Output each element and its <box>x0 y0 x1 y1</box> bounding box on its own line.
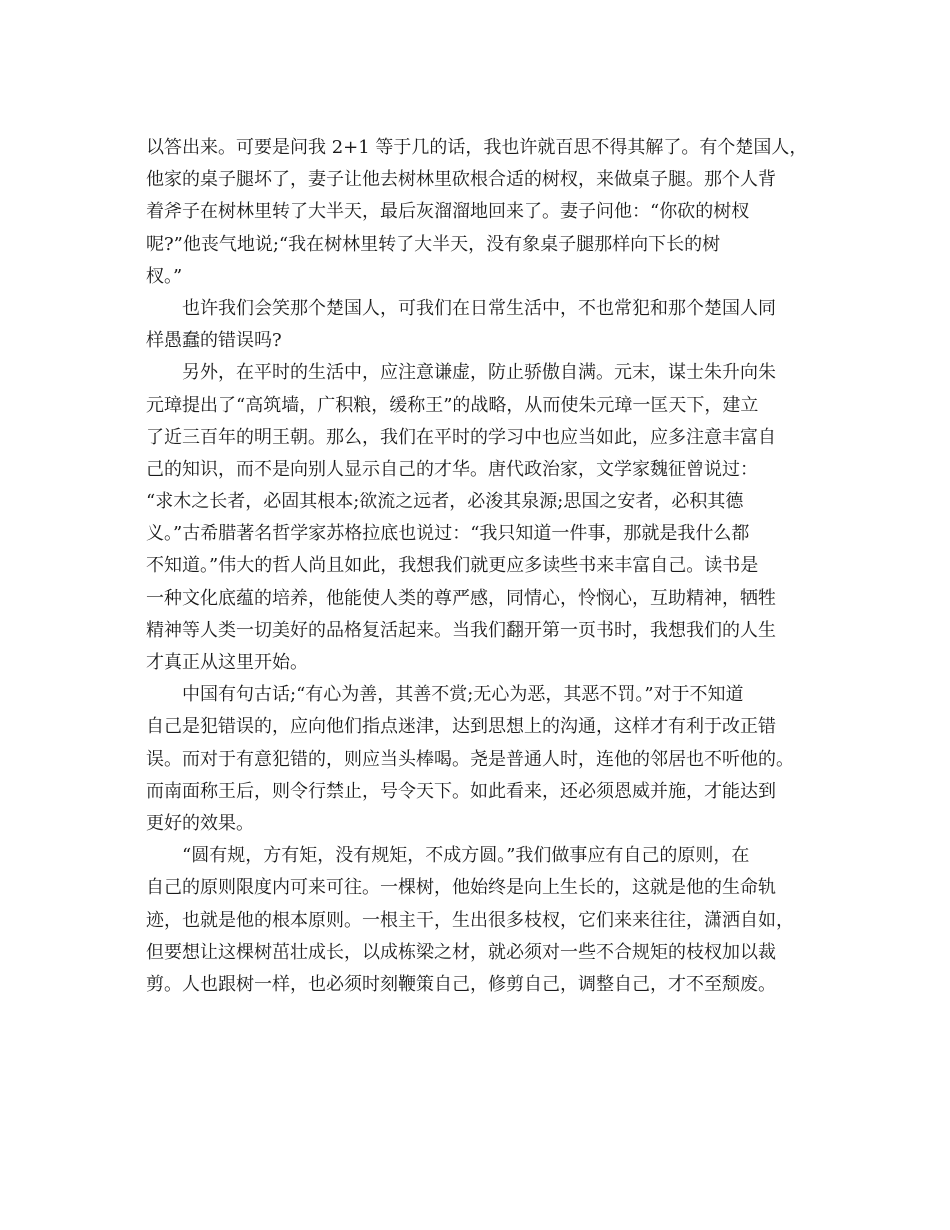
text-line: 以答出来。可要是问我 2+1 等于几的话，我也许就百思不得其解了。有个楚国人， <box>146 137 808 158</box>
text-line: 剪。人也跟树一样，也必须时刻鞭策自己，修剪自己，调整自己，才不至颓废。 <box>146 973 776 995</box>
text-line: 自己是犯错误的，应向他们指点迷津，达到思想上的沟通，这样才有利于改正错 <box>146 716 776 738</box>
text-line: 他家的桌子腿坏了，妻子让他去树林里砍根合适的树杈，来做桌子腿。那个人背 <box>146 169 776 191</box>
text-line: 一种文化底蕴的培养，他能使人类的尊严感，同情心，怜悯心，互助精神，牺牲 <box>146 587 776 609</box>
text-line: 更好的效果。 <box>146 812 254 834</box>
text-line: 元璋提出了“高筑墙，广积粮，缓称王”的战略，从而使朱元璋一匡天下，建立 <box>146 394 759 416</box>
text-line: 样愚蠢的错误吗? <box>146 330 282 352</box>
text-line: 己的知识，而不是向别人显示自己的才华。唐代政治家，文学家魏征曾说过： <box>146 458 758 480</box>
text-line: 另外，在平时的生活中，应注意谦虚，防止骄傲自满。元末，谋士朱升向朱 <box>146 362 776 384</box>
text-line: 了近三百年的明王朝。那么，我们在平时的学习中也应当如此，应多注意丰富自 <box>146 426 776 448</box>
text-line: “求木之长者，必固其根本;欲流之远者，必浚其泉源;思国之安者，必积其德 <box>146 491 744 513</box>
text-line: 但要想让这棵树茁壮成长，以成栋梁之材，就必须对一些不合规矩的枝杈加以裁 <box>146 941 776 963</box>
text-line: 也许我们会笑那个楚国人，可我们在日常生活中，不也常犯和那个楚国人同 <box>146 297 776 319</box>
text-line: 迹，也就是他的根本原则。一根主干，生出很多枝杈，它们来来往往，潇洒自如， <box>146 909 794 931</box>
text-line: 不知道。”伟大的哲人尚且如此，我想我们就更应多读些书来丰富自己。读书是 <box>146 555 759 577</box>
text-line: 义。”古希腊著名哲学家苏格拉底也说过：“我只知道一件事，那就是我什么都 <box>146 523 750 545</box>
document-body <box>146 132 816 1001</box>
text-line: 杈。” <box>146 265 183 287</box>
text-line: 着斧子在树林里转了大半天，最后灰溜溜地回来了。妻子问他：“你砍的树杈 <box>146 201 750 223</box>
text-line: 呢?”他丧气地说;“我在树林里转了大半天，没有象桌子腿那样向下长的树 <box>146 233 721 255</box>
text-line: 才真正从这里开始。 <box>146 652 308 673</box>
text-line: 精神等人类一切美好的品格复活起来。当我们翻开第一页书时，我想我们的人生 <box>146 619 776 641</box>
text-line: “圆有规，方有矩，没有规矩，不成方圆。”我们做事应有自己的原则，在 <box>146 845 750 867</box>
text-line: 中国有句古话;“有心为善，其善不赏;无心为恶，其恶不罚。”对于不知道 <box>146 684 744 706</box>
text-line: 自己的原则限度内可来可往。一棵树，他始终是向上生长的，这就是他的生命轨 <box>146 877 776 899</box>
text-line: 而南面称王后，则令行禁止，号令天下。如此看来，还必须恩威并施，才能达到 <box>146 780 776 802</box>
text-line: 误。而对于有意犯错的，则应当头棒喝。尧是普通人时，连他的邻居也不听他的。 <box>146 748 794 770</box>
